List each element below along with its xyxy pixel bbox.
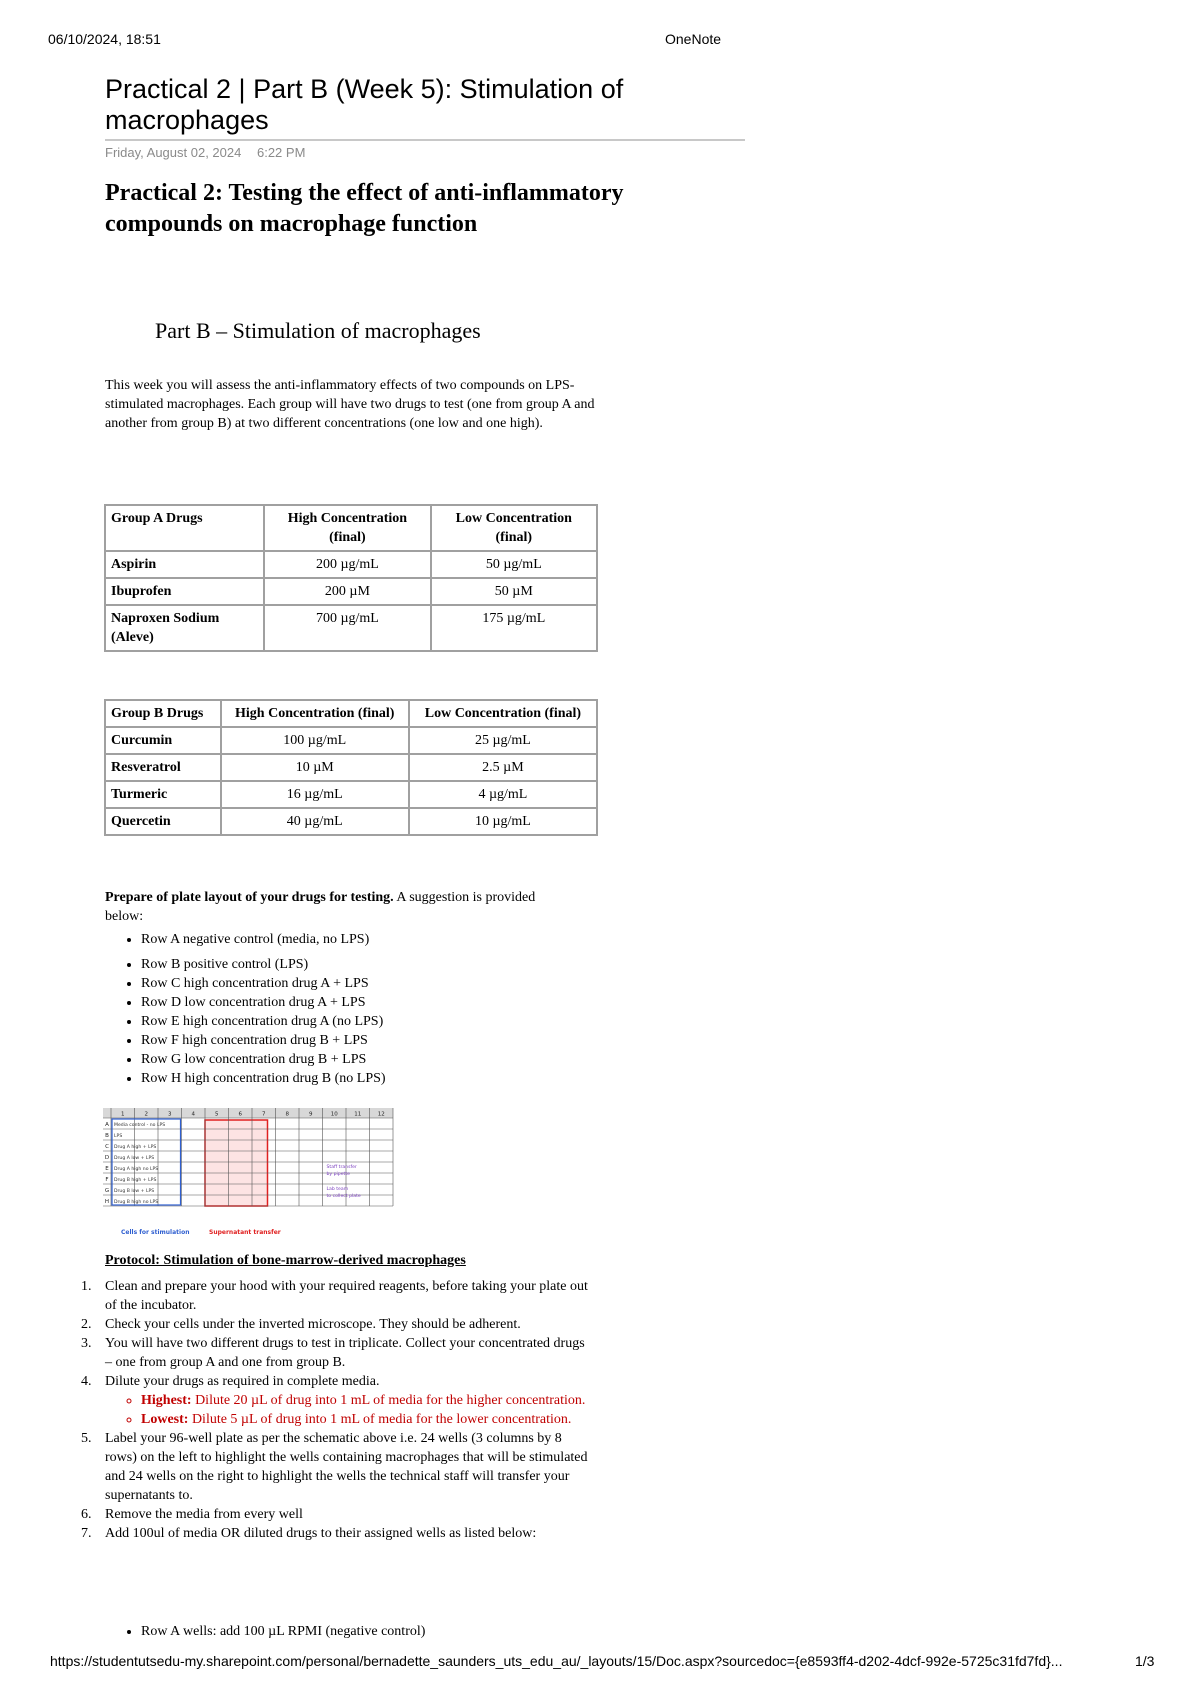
table-header-cell: High Concentration (final) [221, 700, 409, 727]
plate-row-letter: G [104, 1188, 110, 1194]
low-concentration: 10 µg/mL [409, 808, 597, 835]
list-item: • Row E high concentration drug A (no LPS) [141, 1012, 386, 1031]
plate-row-label: Media control - no LPS [114, 1123, 166, 1128]
protocol-title: Protocol: Stimulation of bone-marrow-derived macrophages [105, 1253, 466, 1268]
step-number: 1. [81, 1279, 92, 1294]
plate-column-label: 3 [168, 1111, 172, 1118]
list-item: • Row G low concentration drug B + LPS [141, 1050, 386, 1069]
plate-row-letter: D [104, 1155, 110, 1161]
drug-name: Quercetin [105, 808, 221, 835]
well-assignment-list [123, 1622, 425, 1641]
page-date [105, 145, 317, 160]
high-concentration: 700 µg/mL [264, 605, 430, 651]
dilution-label: Lowest: [141, 1412, 189, 1427]
plate-row-label: Drug A high + LPS [114, 1145, 157, 1150]
list-item [141, 1410, 595, 1429]
list-item: • Row B positive control (LPS) [141, 955, 386, 974]
drug-name: Turmeric [105, 781, 221, 808]
plate-layout-rest: A suggestion is provided below: [105, 890, 536, 924]
high-concentration: 10 µM [221, 754, 409, 781]
dilution-list [123, 1391, 595, 1429]
high-concentration: 200 µg/mL [264, 551, 430, 578]
plate-note: by pipette [326, 1172, 350, 1177]
list-item [141, 1391, 595, 1410]
dilution-label: Highest: [141, 1393, 192, 1408]
plate-column-label: 11 [354, 1111, 362, 1118]
high-concentration: 16 µg/mL [221, 781, 409, 808]
low-concentration: 25 µg/mL [409, 727, 597, 754]
high-concentration: 100 µg/mL [221, 727, 409, 754]
plate-row-label: LPS [114, 1134, 123, 1139]
plate-row-label: Drug A low + LPS [114, 1156, 155, 1161]
plate-layout-instructions [105, 888, 565, 926]
list-item: • Row A negative control (media, no LPS) [141, 930, 386, 949]
table-row [105, 727, 597, 754]
table-row [105, 605, 597, 651]
table-row [105, 551, 597, 578]
practical-heading: Practical 2: Testing the effect of anti-inflammatory compounds on macrophage function [105, 180, 624, 237]
drug-name: Ibuprofen [105, 578, 264, 605]
plate-note: Staff transfer [326, 1165, 357, 1170]
high-concentration: 40 µg/mL [221, 808, 409, 835]
dilution-text: Dilute 20 µL of drug into 1 mL of media for the higher concentration. [191, 1393, 586, 1408]
step-number: 5. [81, 1431, 92, 1446]
print-datetime: 06/10/2024, 18:51 [48, 31, 161, 47]
protocol-steps [81, 1277, 595, 1543]
drug-name: Curcumin [105, 727, 221, 754]
plate-row-label: Drug B high no LPS [114, 1200, 159, 1205]
step-text: Clean and prepare your hood with your required reagents, before taking your plate out of the incubator. [105, 1279, 588, 1313]
plate-row-label: Drug B high + LPS [114, 1178, 157, 1183]
plate-note: to collect plate [326, 1194, 361, 1199]
intro-paragraph: This week you will assess the anti-inflammatory effects of two compounds on LPS-stimulated macrophages. Each group will have two drugs to test (one from group A and another from group B) at two different concentrations (one low and one high). [105, 378, 595, 431]
plate-caption-cells: Cells for stimulation [121, 1229, 190, 1236]
plate-column-label: 4 [191, 1111, 195, 1118]
step-text: Check your cells under the inverted microscope. They should be adherent. [105, 1317, 521, 1332]
plate-column-label: 8 [285, 1111, 289, 1118]
table-row [105, 754, 597, 781]
low-concentration: 175 µg/mL [431, 605, 597, 651]
page-title: Practical 2 | Part B (Week 5): Stimulation of macrophages [105, 74, 745, 141]
step-number: 6. [81, 1507, 92, 1522]
step-text: Dilute your drugs as required in complete media. [105, 1374, 380, 1389]
drug-name: Naproxen Sodium (Aleve) [105, 605, 264, 651]
list-item: • Row F high concentration drug B + LPS [141, 1031, 386, 1050]
protocol-step [81, 1277, 595, 1315]
print-page-number: 1/3 [1135, 1653, 1155, 1669]
plate-row-label: Drug B low + LPS [114, 1189, 155, 1194]
plate-column-label: 5 [215, 1111, 219, 1118]
table-header-row [105, 505, 597, 551]
step-number: 2. [81, 1317, 92, 1332]
plate-row-list [123, 930, 386, 1088]
drug-name: Aspirin [105, 551, 264, 578]
print-url: https://studentutsedu-my.sharepoint.com/personal/bernadette_saunders_uts_edu_au/_layouts/15/Doc.aspx?sourcedoc={e8593ff4-d202-4dcf-992e-5725c31fd7fd}... [50, 1653, 1063, 1669]
table-row [105, 808, 597, 835]
protocol-step [81, 1315, 595, 1334]
low-concentration: 50 µg/mL [431, 551, 597, 578]
step-number: 3. [81, 1336, 92, 1351]
protocol-step [81, 1524, 595, 1543]
step-text: Add 100ul of media OR diluted drugs to their assigned wells as listed below: [105, 1526, 537, 1541]
low-concentration: 4 µg/mL [409, 781, 597, 808]
step-text: Label your 96-well plate as per the schematic above i.e. 24 wells (3 columns by 8 rows) on the left to highlight the wells containing macrophages that will be stimulated and 24 wells on the right to highlight the wells the technical staff will transfer your supernatants to. [105, 1431, 588, 1503]
list-item: • Row C high concentration drug A + LPS [141, 974, 386, 993]
table-header-cell: Low Concentration (final) [431, 505, 597, 551]
plate-row-letter: A [105, 1122, 109, 1128]
plate-column-label: 10 [330, 1111, 338, 1118]
plate-column-label: 2 [144, 1111, 148, 1118]
high-concentration: 200 µM [264, 578, 430, 605]
step-text: Remove the media from every well [105, 1507, 303, 1522]
plate-layout-bold: Prepare of plate layout of your drugs for testing. [105, 890, 394, 905]
table-header-cell: Group A Drugs [105, 505, 264, 551]
dilution-text: Dilute 5 µL of drug into 1 mL of media for the lower concentration. [188, 1412, 572, 1427]
protocol-step [81, 1429, 595, 1505]
table-header-row [105, 700, 597, 727]
plate-row-letter: C [105, 1144, 109, 1150]
plate-column-label: 6 [238, 1111, 242, 1118]
table-row [105, 578, 597, 605]
plate-column-label: 9 [309, 1111, 313, 1118]
protocol-step [81, 1372, 595, 1429]
table-header-cell: Group B Drugs [105, 700, 221, 727]
plate-column-label: 12 [377, 1111, 385, 1118]
protocol-step [81, 1505, 595, 1524]
table-header-cell: Low Concentration (final) [409, 700, 597, 727]
plate-layout-schematic [103, 1108, 399, 1238]
supernatant-transfer-box [205, 1120, 268, 1206]
low-concentration: 50 µM [431, 578, 597, 605]
table-header-cell: High Concentration (final) [264, 505, 430, 551]
drug-name: Resveratrol [105, 754, 221, 781]
step-number: 7. [81, 1526, 92, 1541]
plate-row-label: Drug A high no LPS [114, 1167, 159, 1172]
part-b-heading: Part B – Stimulation of macrophages [155, 318, 481, 343]
plate-caption-supernatant: Supernatant transfer [209, 1229, 281, 1236]
step-number: 4. [81, 1374, 92, 1389]
list-item: • Row D low concentration drug A + LPS [141, 993, 386, 1012]
plate-row-letter: E [105, 1166, 109, 1172]
low-concentration: 2.5 µM [409, 754, 597, 781]
plate-note: Lab team [326, 1187, 349, 1192]
group-b-table [104, 699, 598, 836]
step-text: You will have two different drugs to test in triplicate. Collect your concentrated drugs – one from group A and one from group B. [105, 1336, 585, 1370]
plate-column-label: 7 [262, 1111, 266, 1118]
plate-row-letter: B [105, 1133, 109, 1139]
plate-row-letter: F [105, 1177, 109, 1183]
list-item: • Row A wells: add 100 µL RPMI (negative control) [141, 1622, 425, 1641]
page-date-day: Friday, August 02, 2024 [105, 145, 242, 160]
protocol-step [81, 1334, 595, 1372]
print-app-name: OneNote [665, 31, 722, 47]
table-row [105, 781, 597, 808]
plate-row-letter: H [104, 1199, 110, 1205]
plate-column-label: 1 [121, 1111, 125, 1118]
list-item: • Row H high concentration drug B (no LPS) [141, 1069, 386, 1088]
group-a-table [104, 504, 598, 652]
page-date-time: 6:22 PM [256, 145, 306, 160]
